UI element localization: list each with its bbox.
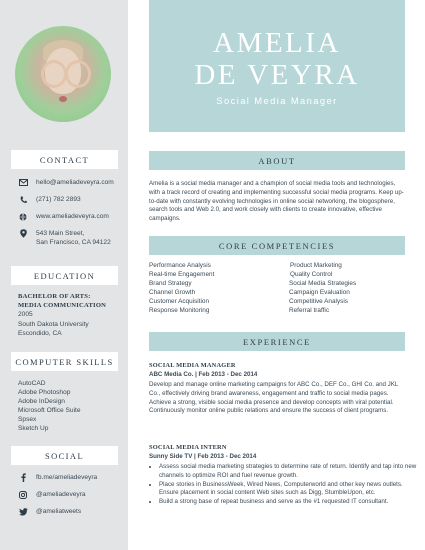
social-twitter[interactable] [18, 507, 81, 516]
education-degree-line1: BACHELOR OF ARTS: [18, 293, 91, 300]
job-subtitle: Sunny Side TV | Feb 2013 - Dec 2014 [149, 453, 257, 460]
skill-item: AutoCAD [18, 380, 46, 387]
name-line2: DE VEYRA [194, 59, 360, 91]
job-bullets [149, 463, 417, 507]
twitter-icon [18, 507, 28, 516]
profile-photo [15, 26, 111, 122]
skills-heading: COMPUTER SKILLS [11, 352, 118, 371]
social-facebook[interactable] [18, 473, 97, 482]
competency-item: Brand Strategy [149, 280, 192, 287]
job-title-header: Social Media Manager [216, 95, 338, 106]
education-degree-line2: MEDIA COMMUNICATION [18, 302, 107, 309]
contact-website[interactable] [18, 212, 109, 221]
competency-item: Competitive Analysis [289, 298, 348, 305]
skill-item: Adobe InDesign [18, 398, 65, 405]
location-pin-icon [18, 229, 28, 238]
contact-phone-text: (271) 782 2893 [36, 196, 81, 203]
contact-address-text: 543 Main Street, San Francisco, CA 94122 [36, 230, 111, 246]
education-location: Escondido, CA [18, 330, 62, 337]
competency-item: Referral traffic [289, 307, 330, 314]
instagram-icon [18, 490, 28, 499]
competency-item: Quality Control [290, 271, 333, 278]
contact-phone [18, 195, 81, 204]
phone-icon [18, 195, 28, 204]
skill-item: Adobe Photoshop [18, 389, 71, 396]
social-facebook-text: fb.me/ameliadeveyra [36, 474, 98, 481]
about-text: Amelia is a social media manager and a champion of social media tools and technologies, with a track record of creating and implementing successful social media programs. Keep up-to-date with constantly evolving technologies in online social networking, the blogosphere, search tools and Web 2.0, and work closely with clients to create innovative, effective campaigns. [149, 180, 404, 223]
education-heading: EDUCATION [11, 266, 118, 285]
name-line1: AMELIA [213, 27, 341, 59]
header-banner [149, 0, 405, 132]
competencies-heading: CORE COMPETENCIES [149, 236, 405, 255]
competency-item: Response Monitoring [149, 307, 210, 314]
about-heading: ABOUT [149, 151, 405, 170]
contact-email[interactable] [18, 178, 114, 187]
competency-item: Performance Analysis [149, 262, 211, 269]
contact-address [18, 229, 111, 247]
job-bullet: • Build a strong base of repeat business and serve as the #1 requested IT consultant. [159, 498, 417, 507]
job-subtitle: ABC Media Co. | Feb 2013 - Dec 2014 [149, 371, 258, 378]
job-bullet: • Assess social media marketing strategies to determine rate of return. Identify and tap into new channels to optimize ROI and fuel revenue growth. [159, 463, 417, 481]
job-bullet: • Place stories in BusinessWeek, Wired News, Computerworld and other key news outlets. Ensure placement in social content Web sites such as Digg, StumbleUpon, etc. [159, 481, 417, 499]
social-instagram[interactable] [18, 490, 86, 499]
globe-icon [18, 212, 28, 221]
contact-email-text: hello@ameliadeveyra.com [36, 179, 114, 186]
competency-item: Channel Growth [149, 289, 196, 296]
skill-item: Sketch Up [18, 425, 49, 432]
education-year: 2005 [18, 311, 33, 318]
competency-item: Product Marketing [290, 262, 342, 269]
competency-item: Real-time Engagement [149, 271, 215, 278]
experience-heading: EXPERIENCE [149, 332, 405, 351]
social-heading: SOCIAL [11, 446, 118, 465]
job-description: Develop and manage online marketing campaigns for ABC Co., DEF Co., GHI Co. and JKL Co., effectively driving brand awareness, engagement and traffic to social media pages. Achieve a strong, visible social media presence and develop concepts with viral potential. Continuously monitor online public relations and ensure the success of client programs. [149, 381, 399, 415]
contact-website-text: www.ameliadeveyra.com [36, 213, 109, 220]
skill-item: Microsoft Office Suite [18, 407, 81, 414]
mail-icon [18, 178, 28, 187]
social-twitter-text: @ameliatweets [36, 508, 82, 515]
social-instagram-text: @ameliadeveyra [36, 491, 86, 498]
competency-item: Social Media Strategies [289, 280, 357, 287]
facebook-icon [18, 473, 28, 482]
job-title: SOCIAL MEDIA MANAGER [149, 362, 236, 369]
education-school: South Dakota University [18, 321, 89, 328]
job-title: SOCIAL MEDIA INTERN [149, 444, 227, 451]
skill-item: Spsex [18, 416, 37, 423]
competency-item: Customer Acquisition [149, 298, 210, 305]
contact-heading: CONTACT [11, 150, 118, 169]
competency-item: Campaign Evaluation [289, 289, 350, 296]
